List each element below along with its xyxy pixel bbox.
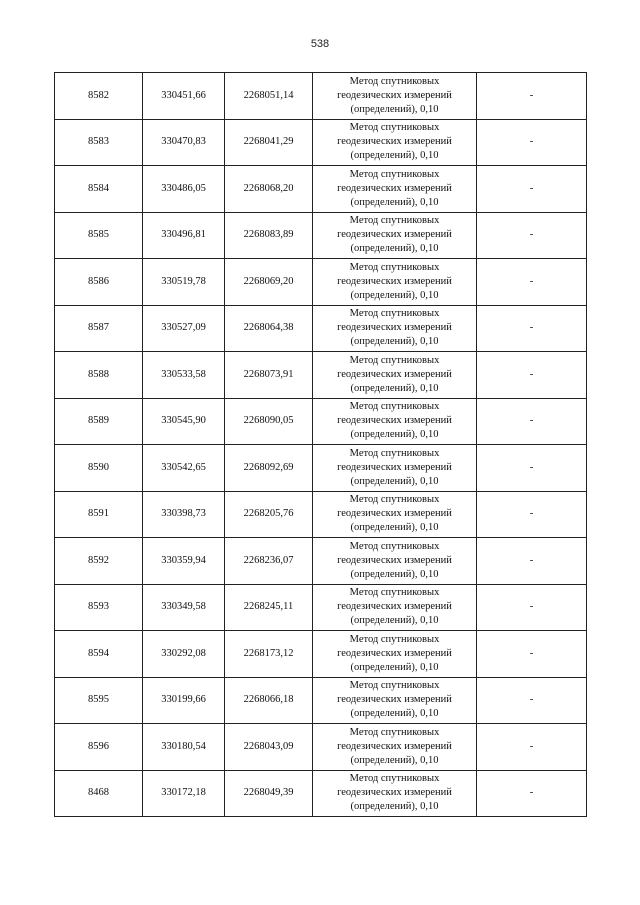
table-row: [55, 73, 587, 120]
x-coordinate-cell: 330359,94: [143, 538, 225, 585]
x-coordinate-cell: 330470,83: [143, 119, 225, 166]
y-coordinate-cell: 2268092,69: [225, 445, 313, 492]
table-row: [55, 677, 587, 724]
x-coordinate-cell: 330486,05: [143, 166, 225, 213]
y-coordinate-cell: 2268090,05: [225, 398, 313, 445]
method-text-line: (определений), 0,10: [350, 708, 439, 720]
method-text-line: геодезических измерений: [337, 136, 452, 148]
note-cell: -: [477, 212, 587, 259]
method-text-line: Метод спутниковых: [349, 122, 440, 134]
point-number-cell: 8594: [55, 631, 143, 678]
method-text-line: Метод спутниковых: [349, 726, 440, 738]
y-coordinate-cell: 2268073,91: [225, 352, 313, 399]
method-text-line: геодезических измерений: [337, 601, 452, 613]
table-row: [55, 491, 587, 538]
method-cell: [313, 677, 477, 724]
method-text-line: Метод спутниковых: [349, 75, 440, 87]
method-cell: [313, 166, 477, 213]
note-cell: -: [477, 352, 587, 399]
table-row: [55, 538, 587, 585]
x-coordinate-cell: 330180,54: [143, 724, 225, 771]
x-coordinate-cell: 330292,08: [143, 631, 225, 678]
note-cell: -: [477, 259, 587, 306]
point-number-cell: 8583: [55, 119, 143, 166]
method-text-line: Метод спутниковых: [349, 308, 440, 320]
method-text-line: Метод спутниковых: [349, 168, 440, 180]
method-text-line: геодезических измерений: [337, 275, 452, 287]
note-cell: -: [477, 677, 587, 724]
method-cell: [313, 398, 477, 445]
method-cell: [313, 770, 477, 817]
method-text-line: геодезических измерений: [337, 694, 452, 706]
method-text-line: геодезических измерений: [337, 89, 452, 101]
method-text-line: (определений), 0,10: [350, 754, 439, 766]
note-cell: -: [477, 724, 587, 771]
note-cell: -: [477, 631, 587, 678]
note-cell: -: [477, 305, 587, 352]
table-row: [55, 119, 587, 166]
method-text-line: (определений), 0,10: [350, 801, 439, 813]
method-text-line: геодезических измерений: [337, 368, 452, 380]
method-cell: [313, 73, 477, 120]
x-coordinate-cell: 330545,90: [143, 398, 225, 445]
point-number-cell: 8584: [55, 166, 143, 213]
x-coordinate-cell: 330519,78: [143, 259, 225, 306]
method-cell: [313, 491, 477, 538]
x-coordinate-cell: 330527,09: [143, 305, 225, 352]
point-number-cell: 8593: [55, 584, 143, 631]
method-text-line: геодезических измерений: [337, 322, 452, 334]
method-cell: [313, 631, 477, 678]
method-cell: [313, 584, 477, 631]
y-coordinate-cell: 2268041,29: [225, 119, 313, 166]
point-number-cell: 8586: [55, 259, 143, 306]
table-row: [55, 352, 587, 399]
method-text-line: (определений), 0,10: [350, 196, 439, 208]
table-row: [55, 305, 587, 352]
table-row: [55, 724, 587, 771]
note-cell: -: [477, 119, 587, 166]
point-number-cell: 8589: [55, 398, 143, 445]
coordinates-table: [54, 72, 587, 817]
note-cell: -: [477, 445, 587, 492]
page-number: 538: [310, 38, 330, 50]
x-coordinate-cell: 330542,65: [143, 445, 225, 492]
method-text-line: Метод спутниковых: [349, 773, 440, 785]
x-coordinate-cell: 330398,73: [143, 491, 225, 538]
method-text-line: (определений), 0,10: [350, 336, 439, 348]
table-row: [55, 166, 587, 213]
method-text-line: (определений), 0,10: [350, 150, 439, 162]
table-row: [55, 445, 587, 492]
y-coordinate-cell: 2268043,09: [225, 724, 313, 771]
method-text-line: (определений), 0,10: [350, 289, 439, 301]
y-coordinate-cell: 2268064,38: [225, 305, 313, 352]
x-coordinate-cell: 330451,66: [143, 73, 225, 120]
point-number-cell: 8596: [55, 724, 143, 771]
y-coordinate-cell: 2268236,07: [225, 538, 313, 585]
method-text-line: геодезических измерений: [337, 647, 452, 659]
method-cell: [313, 724, 477, 771]
y-coordinate-cell: 2268083,89: [225, 212, 313, 259]
method-text-line: геодезических измерений: [337, 554, 452, 566]
point-number-cell: 8590: [55, 445, 143, 492]
method-cell: [313, 119, 477, 166]
method-text-line: Метод спутниковых: [349, 587, 440, 599]
method-cell: [313, 305, 477, 352]
table-row: [55, 584, 587, 631]
point-number-cell: 8591: [55, 491, 143, 538]
y-coordinate-cell: 2268051,14: [225, 73, 313, 120]
y-coordinate-cell: 2268049,39: [225, 770, 313, 817]
note-cell: -: [477, 166, 587, 213]
method-text-line: (определений), 0,10: [350, 475, 439, 487]
point-number-cell: 8585: [55, 212, 143, 259]
method-text-line: (определений), 0,10: [350, 103, 439, 115]
method-text-line: геодезических измерений: [337, 182, 452, 194]
method-text-line: (определений), 0,10: [350, 382, 439, 394]
y-coordinate-cell: 2268068,20: [225, 166, 313, 213]
method-text-line: Метод спутниковых: [349, 261, 440, 273]
x-coordinate-cell: 330172,18: [143, 770, 225, 817]
method-text-line: Метод спутниковых: [349, 354, 440, 366]
point-number-cell: 8592: [55, 538, 143, 585]
y-coordinate-cell: 2268066,18: [225, 677, 313, 724]
x-coordinate-cell: 330349,58: [143, 584, 225, 631]
method-text-line: Метод спутниковых: [349, 540, 440, 552]
method-text-line: (определений), 0,10: [350, 429, 439, 441]
point-number-cell: 8595: [55, 677, 143, 724]
x-coordinate-cell: 330533,58: [143, 352, 225, 399]
y-coordinate-cell: 2268069,20: [225, 259, 313, 306]
x-coordinate-cell: 330199,66: [143, 677, 225, 724]
coordinates-table-body: [55, 73, 587, 817]
note-cell: -: [477, 770, 587, 817]
method-text-line: геодезических измерений: [337, 229, 452, 241]
method-cell: [313, 212, 477, 259]
point-number-cell: 8588: [55, 352, 143, 399]
method-text-line: геодезических измерений: [337, 787, 452, 799]
note-cell: -: [477, 538, 587, 585]
note-cell: -: [477, 73, 587, 120]
method-text-line: Метод спутниковых: [349, 447, 440, 459]
table-row: [55, 398, 587, 445]
table-row: [55, 631, 587, 678]
method-text-line: Метод спутниковых: [349, 494, 440, 506]
method-cell: [313, 538, 477, 585]
table-row: [55, 770, 587, 817]
method-text-line: (определений), 0,10: [350, 568, 439, 580]
method-text-line: (определений), 0,10: [350, 615, 439, 627]
method-cell: [313, 352, 477, 399]
note-cell: -: [477, 584, 587, 631]
point-number-cell: 8468: [55, 770, 143, 817]
method-text-line: геодезических измерений: [337, 461, 452, 473]
method-text-line: геодезических измерений: [337, 740, 452, 752]
method-text-line: Метод спутниковых: [349, 633, 440, 645]
point-number-cell: 8587: [55, 305, 143, 352]
y-coordinate-cell: 2268173,12: [225, 631, 313, 678]
method-text-line: (определений), 0,10: [350, 661, 439, 673]
method-text-line: Метод спутниковых: [349, 215, 440, 227]
method-text-line: (определений), 0,10: [350, 243, 439, 255]
table-row: [55, 259, 587, 306]
method-text-line: (определений), 0,10: [350, 522, 439, 534]
y-coordinate-cell: 2268205,76: [225, 491, 313, 538]
note-cell: -: [477, 491, 587, 538]
method-text-line: геодезических измерений: [337, 415, 452, 427]
method-cell: [313, 445, 477, 492]
point-number-cell: 8582: [55, 73, 143, 120]
method-text-line: Метод спутниковых: [349, 680, 440, 692]
method-cell: [313, 259, 477, 306]
x-coordinate-cell: 330496,81: [143, 212, 225, 259]
table-row: [55, 212, 587, 259]
note-cell: -: [477, 398, 587, 445]
method-text-line: геодезических измерений: [337, 508, 452, 520]
method-text-line: Метод спутниковых: [349, 401, 440, 413]
y-coordinate-cell: 2268245,11: [225, 584, 313, 631]
